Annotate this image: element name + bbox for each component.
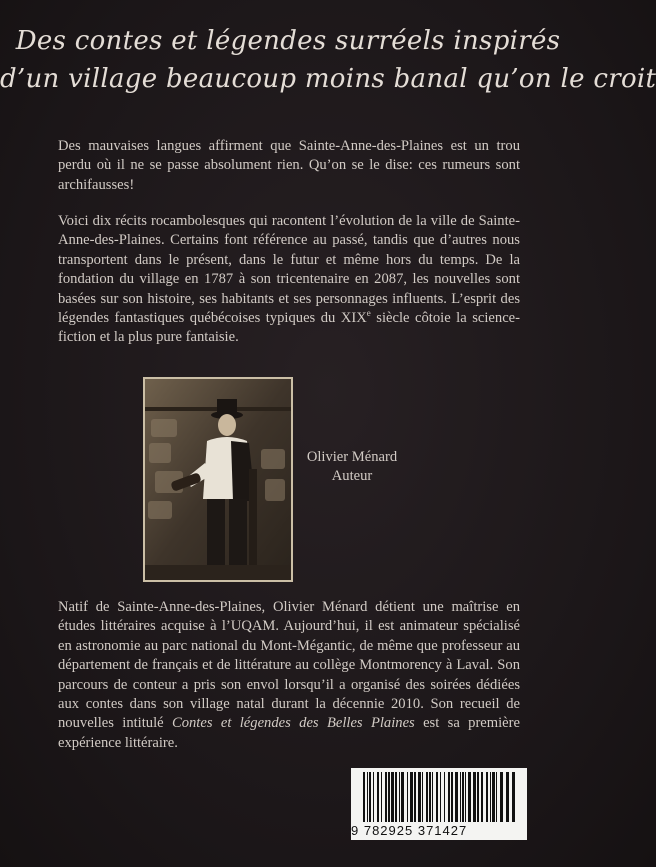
barcode-bar xyxy=(455,772,458,822)
barcode-bar xyxy=(440,772,441,822)
author-caption xyxy=(300,448,404,486)
barcode-bar xyxy=(462,772,464,822)
barcode-bar xyxy=(369,772,371,822)
bio-text-end: est sa première expérience littéraire. xyxy=(58,715,520,751)
barcode-bar xyxy=(399,772,400,822)
barcode-bar xyxy=(410,772,413,822)
barcode-bar xyxy=(473,772,476,822)
barcode-bar xyxy=(477,772,479,822)
barcode-bar xyxy=(395,772,397,822)
barcode-bar xyxy=(385,772,387,822)
barcode-bar xyxy=(490,772,491,822)
barcode-bar xyxy=(388,772,390,822)
barcode-bar xyxy=(506,772,509,822)
barcode-bar xyxy=(432,772,433,822)
barcode-bar xyxy=(496,772,497,822)
barcode-bar xyxy=(407,772,408,822)
isbn-barcode xyxy=(351,768,527,840)
author-photo xyxy=(143,377,293,582)
century-superscript: e xyxy=(366,308,371,319)
barcode-bar xyxy=(422,772,423,822)
intro-paragraph: Des mauvaises langues affirment que Sainte-Anne-des-Plaines est un trou perdu où il ne se passe absolument rien. Qu’on se le dise: ces rumeurs sont archifausses! xyxy=(58,138,520,193)
summary-text-end: siècle côtoie la science-fiction et la plus pure fantaisie. xyxy=(58,310,521,346)
barcode-bar xyxy=(426,772,428,822)
author-photo-illustration xyxy=(145,379,291,580)
back-cover-title xyxy=(0,22,656,98)
barcode-bar xyxy=(500,772,503,822)
barcode-bar xyxy=(391,772,394,822)
barcode-bars xyxy=(351,768,527,826)
barcode-bar xyxy=(367,772,368,822)
barcode-bar xyxy=(436,772,438,822)
barcode-bar xyxy=(373,772,374,822)
barcode-bar xyxy=(512,772,515,822)
barcode-bar xyxy=(448,772,450,822)
summary-text: Voici dix récits rocambolesques qui racontent l’évolution de la ville de Sainte-Anne-des-Plaines. Certains font référence au passé, tandis que d’autres nous transportent dans le présent, dans le futur et même hors du temps. De la fondation du village en 1787 à son tricentenaire en 2087, les nouvelles sont basées sur son histoire, ses habitants et ses personnages influents. L’esprit des légendes fantastiques québécoises typiques du XIX xyxy=(58,213,520,327)
barcode-bar xyxy=(401,772,404,822)
isbn-number: 9 782925 371427 xyxy=(351,823,468,838)
barcode-bar xyxy=(429,772,431,822)
barcode-bar xyxy=(418,772,421,822)
book-title: Contes et légendes des Belles Plaines xyxy=(171,715,415,732)
barcode-bar xyxy=(377,772,379,822)
author-name: Olivier Ménard xyxy=(306,449,398,465)
barcode-bar xyxy=(492,772,495,822)
barcode-bar xyxy=(486,772,488,822)
barcode-bar xyxy=(451,772,453,822)
author-role: Auteur xyxy=(331,468,373,484)
title-line-2: d’un village beaucoup moins banal qu’on le croit xyxy=(0,64,656,94)
barcode-bar xyxy=(381,772,382,822)
barcode-bar xyxy=(468,772,471,822)
barcode-bar xyxy=(444,772,445,822)
summary-paragraph xyxy=(58,212,520,348)
barcode-bar xyxy=(414,772,416,822)
barcode-bar xyxy=(460,772,461,822)
barcode-bar xyxy=(363,772,365,822)
title-line-1: Des contes et légendes surréels inspirés xyxy=(15,26,561,56)
barcode-bar xyxy=(465,772,466,822)
barcode-bar xyxy=(481,772,483,822)
bio-paragraph xyxy=(58,598,520,753)
bio-text: Natif de Sainte-Anne-des-Plaines, Olivier Ménard détient une maîtrise en études littéraires acquise à l’UQAM. Aujourd’hui, il est animateur spécialisé en astronomie au parc national du Mont-Mégantic, de même que professeur au département de français et de littérature au collège Montmorency à Laval. Son parcours de conteur a pris son envol lorsqu’il a organisé des soirées dédiées aux contes dans son village natal durant la décennie 2010. Son recueil de nouvelles intitulé xyxy=(58,599,520,732)
